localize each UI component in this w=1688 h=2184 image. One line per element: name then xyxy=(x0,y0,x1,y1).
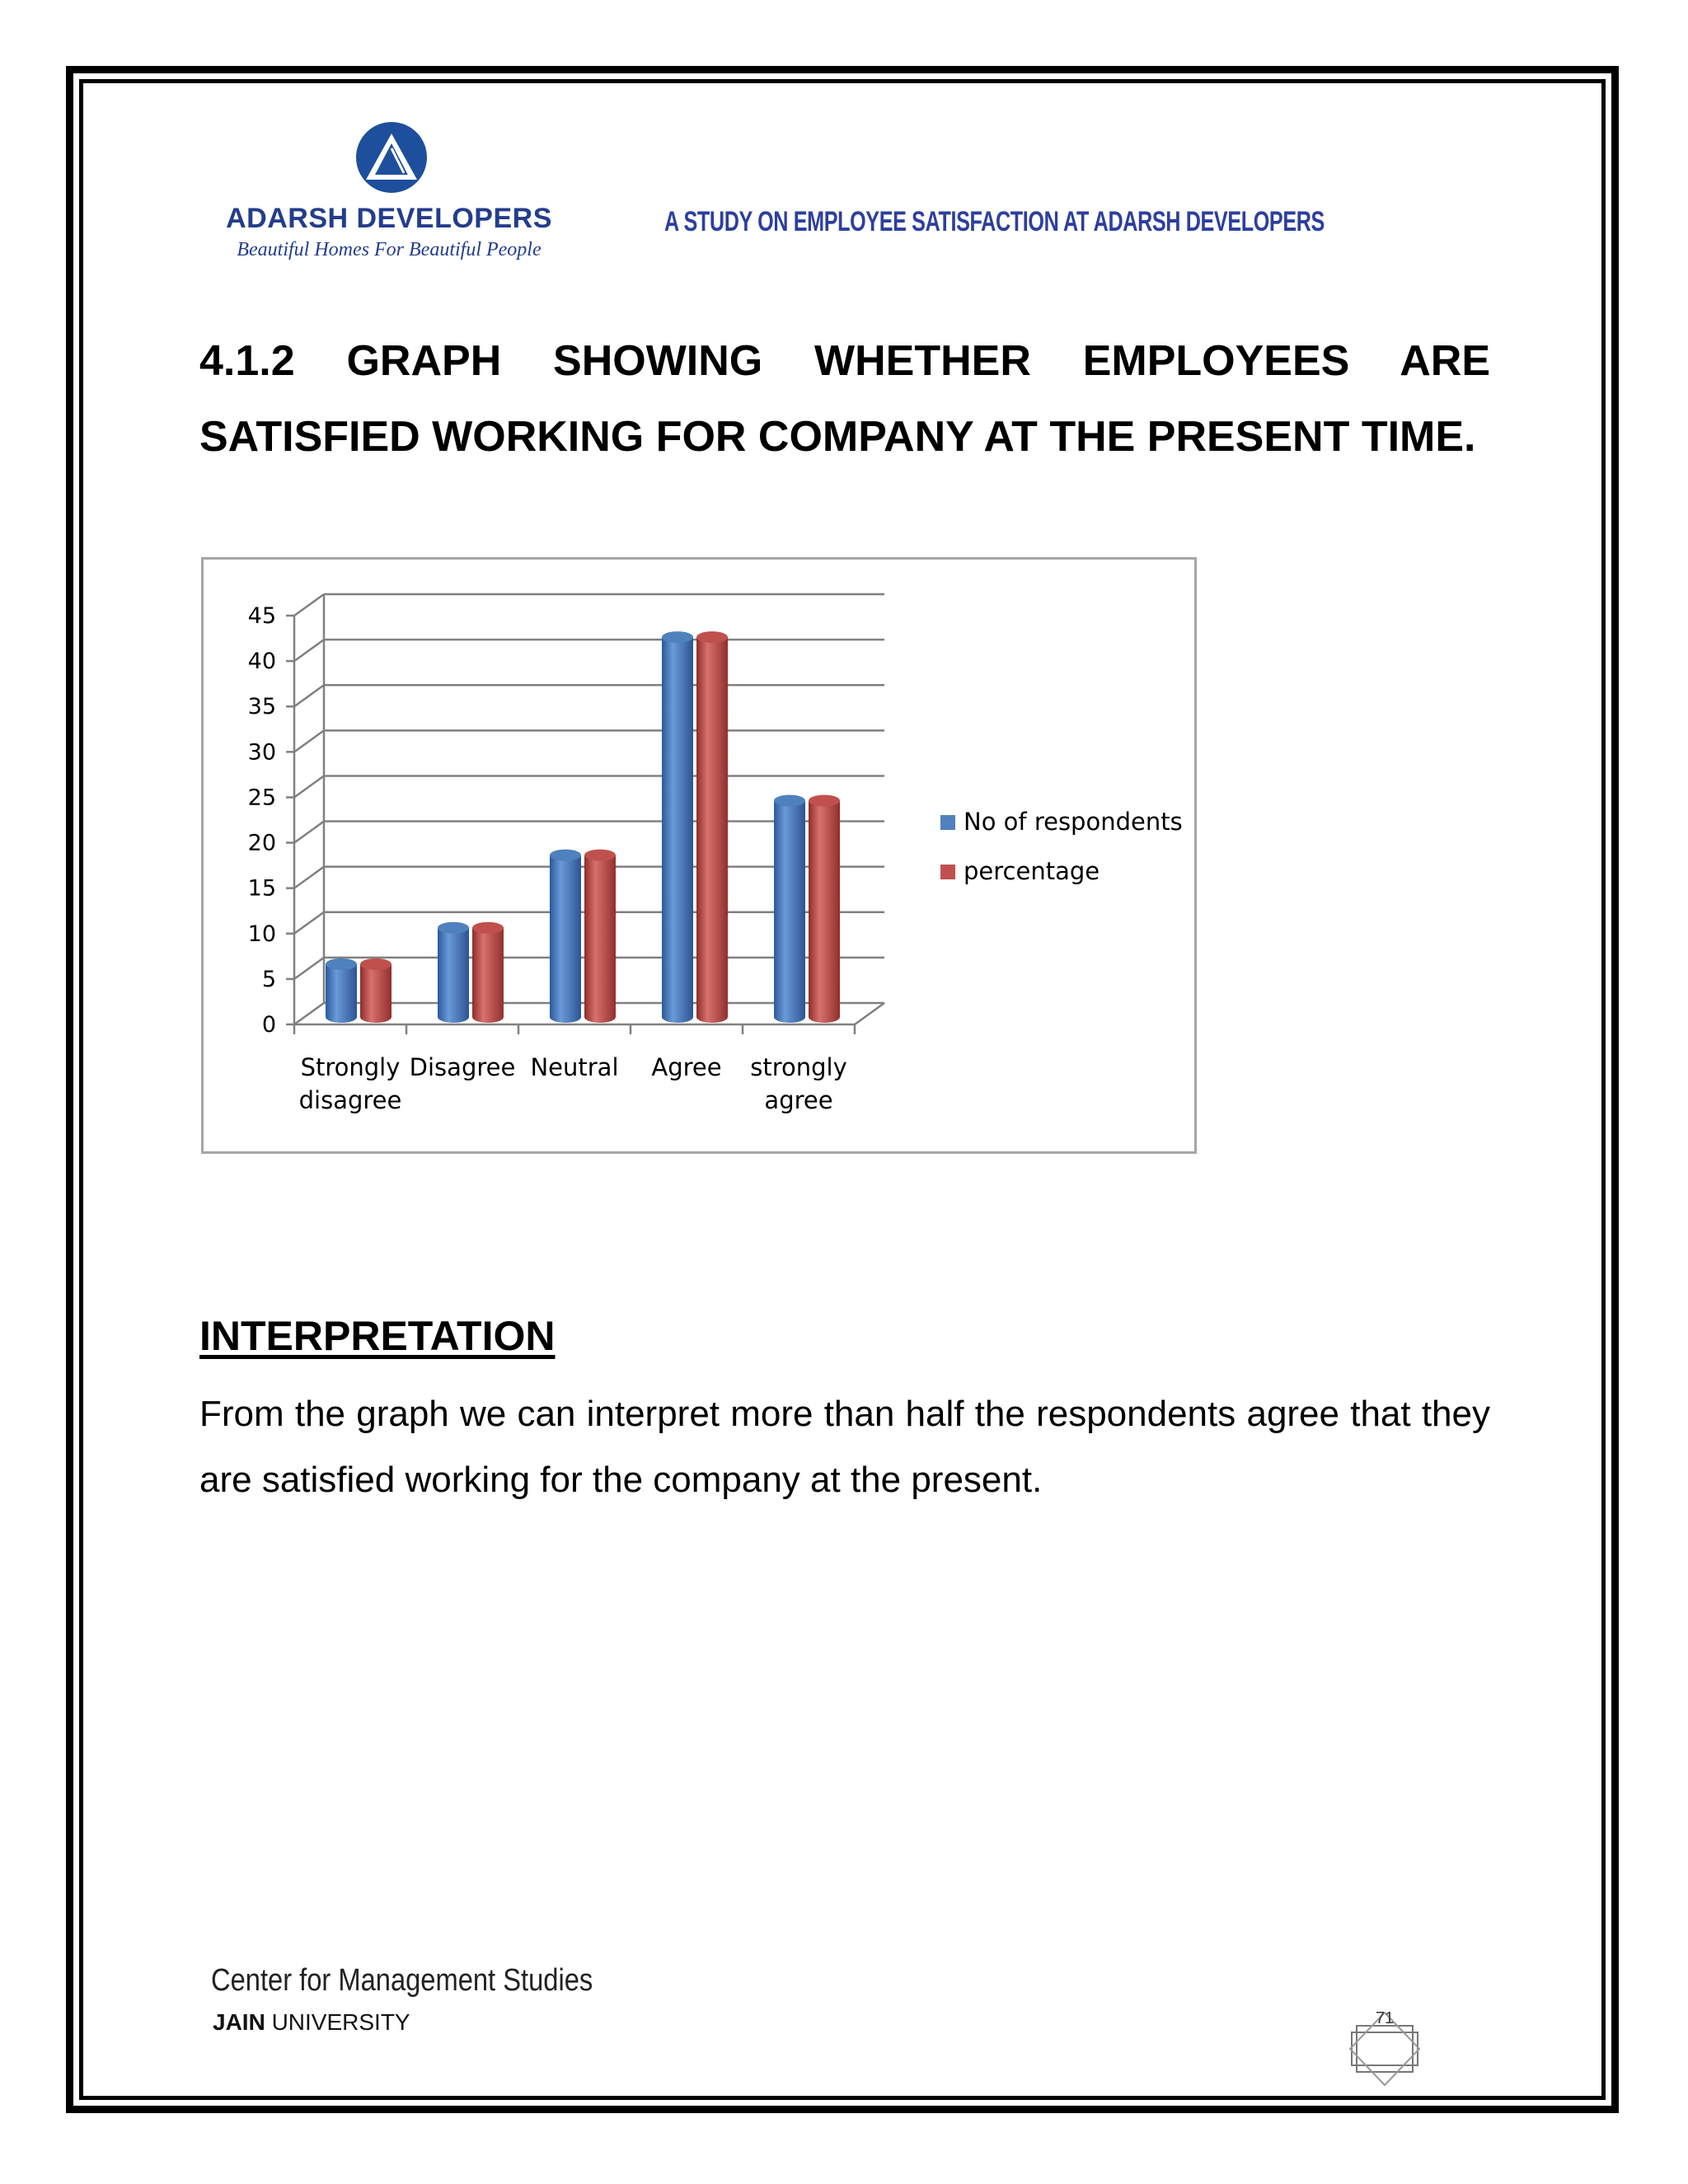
legend-swatch xyxy=(940,865,955,879)
y-tick-label: 10 xyxy=(247,921,276,947)
bar-no-of-respondents xyxy=(774,800,805,1023)
bar-cap xyxy=(774,794,805,806)
x-category-label: Neutral xyxy=(530,1053,619,1081)
footer-university-rest: UNIVERSITY xyxy=(265,2009,410,2035)
y-tick-label: 20 xyxy=(247,830,276,856)
bar-percentage xyxy=(360,964,392,1023)
interpretation-text: From the graph we can interpret more than half the respondents agree that they are satisfied working for the company at the present. xyxy=(199,1394,1490,1500)
gridline-depth xyxy=(294,958,324,979)
gridline-depth xyxy=(294,912,324,934)
gridline-depth xyxy=(294,867,324,888)
gridline-depth xyxy=(294,1003,324,1024)
x-category-label: Strongly xyxy=(300,1053,401,1081)
bar-cap xyxy=(584,850,616,861)
logo-name: ADARSH DEVELOPERS xyxy=(226,203,552,234)
gridline-depth xyxy=(294,685,324,706)
y-tick-label: 15 xyxy=(247,875,276,902)
bar-percentage xyxy=(809,800,840,1023)
header-study-title: A STUDY ON EMPLOYEE SATISFACTION AT ADARSH DEVELOPERS xyxy=(664,206,1325,237)
logo-emblem-icon xyxy=(356,122,427,193)
gridline-depth xyxy=(294,822,324,843)
company-logo xyxy=(224,122,562,267)
bar-cap xyxy=(809,794,840,806)
footer-university xyxy=(213,2009,410,2036)
bar-no-of-respondents xyxy=(438,928,469,1023)
bar-no-of-respondents xyxy=(326,964,357,1023)
gridline-depth xyxy=(294,776,324,797)
y-tick-label: 45 xyxy=(247,603,276,629)
bar-cap xyxy=(360,958,392,970)
footer-university-bold: JAIN xyxy=(213,2009,265,2035)
y-tick-label: 40 xyxy=(247,649,276,675)
bar-no-of-respondents xyxy=(662,637,693,1023)
bar-cap xyxy=(472,922,504,934)
y-tick-label: 0 xyxy=(261,1012,276,1038)
bar-percentage xyxy=(696,637,728,1023)
footer-center-name: Center for Management Studies xyxy=(211,1963,593,1998)
y-tick-label: 30 xyxy=(247,739,276,766)
bar-no-of-respondents xyxy=(550,855,581,1023)
x-category-label: Agree xyxy=(651,1053,722,1081)
bar-percentage xyxy=(472,928,504,1023)
bar-cap xyxy=(662,631,693,643)
bar-cap xyxy=(438,922,469,934)
chart-container xyxy=(201,557,1197,1154)
section-heading: 4.1.2 GRAPH SHOWING WHETHER EMPLOYEES ARE SATISFIED WORKING FOR COMPANY AT THE PRESENT TIME. xyxy=(199,337,1490,461)
legend-label: percentage xyxy=(964,857,1100,885)
x-category-label: agree xyxy=(764,1086,833,1114)
bar-cap xyxy=(550,850,581,861)
bar-cap xyxy=(696,631,728,643)
x-category-label: disagree xyxy=(298,1086,402,1114)
x-category-label: strongly xyxy=(750,1053,847,1081)
gridline-depth xyxy=(294,640,324,661)
logo-tagline: Beautiful Homes For Beautiful People xyxy=(237,239,542,260)
x-category-label: Disagree xyxy=(409,1053,516,1081)
gridline-depth xyxy=(294,730,324,752)
y-tick-label: 25 xyxy=(247,785,276,811)
y-tick-label: 35 xyxy=(247,694,276,720)
y-tick-label: 5 xyxy=(261,966,276,992)
interpretation-title: INTERPRETATION xyxy=(199,1313,556,1359)
bar-cap xyxy=(326,958,357,970)
page-number-badge xyxy=(1345,2009,1424,2088)
page-number: 71 xyxy=(1375,2009,1395,2027)
bar-percentage xyxy=(584,855,616,1023)
legend-label: No of respondents xyxy=(964,808,1183,836)
bar-chart xyxy=(204,560,1194,1151)
legend-swatch xyxy=(940,815,955,830)
gridline-depth xyxy=(294,594,324,616)
